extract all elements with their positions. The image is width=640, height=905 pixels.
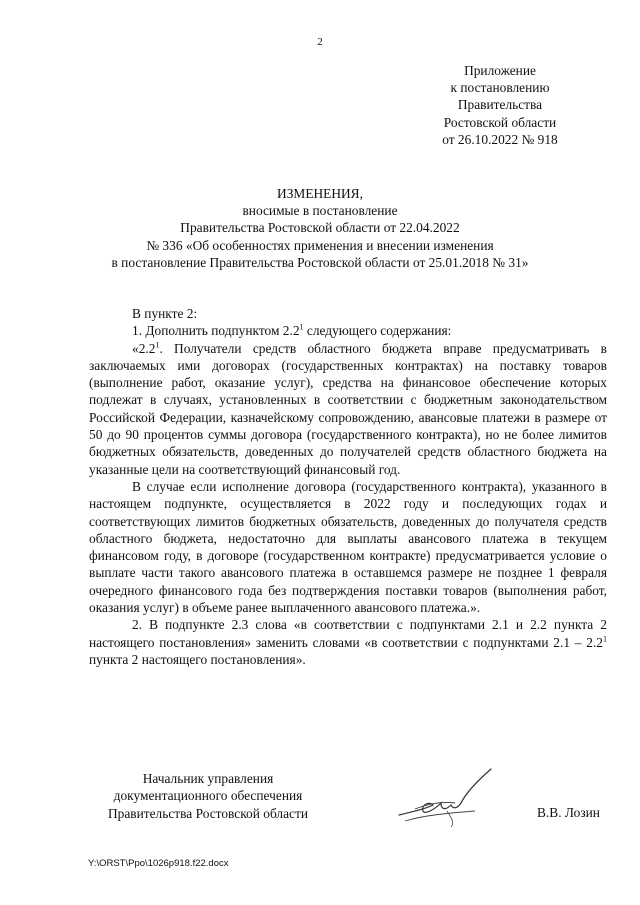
- appendix-line: от 26.10.2022 № 918: [442, 131, 558, 147]
- title-line: в постановление Правительства Ростовской области от 25.01.2018 № 31»: [111, 254, 529, 270]
- signer-name: В.В. Лозин: [537, 805, 600, 820]
- signer-position: [88, 770, 328, 822]
- paragraph-intro: В пункте 2:: [132, 306, 198, 321]
- appendix-header: [400, 62, 600, 148]
- title-heading: ИЗМЕНЕНИЯ,: [277, 186, 363, 201]
- file-path: Y:\ORST\Ppo\1026p918.f22.docx: [88, 858, 229, 869]
- appendix-line: Ростовской области: [443, 114, 557, 130]
- paragraph-item-2: 2. В подпункте 2.3 слова «в соответствии с подпунктами 2.1 и 2.2 пункта 2 настоящего постановления» заменить словами «в соответствии с подпунктами $2.1 - 2.2^1$ пункта 2 настоящего постановления».: [89, 617, 607, 667]
- position-line: Правительства Ростовской области: [107, 805, 309, 821]
- paragraph-subclause-2-2-1: «$2.2^1$. Получатели средств областного бюджета вправе предусматривать в заключаемых ими договорах (государственных контрактах) на поставку товаров (выполнение работ, оказание услуг), средства на финансовое обеспечение которых подлежат в случаях, установленных в соответствии с бюджетным законодательством Российской Федерации, казначейскому сопровождению, авансовые платежи в размере от 50 до 90 процентов суммы договора (государственного контракта), но не более лимитов бюджетных обязательств, доведенных до получателей средств областного бюджета на указанные цели на соответствующий финансовый год.: [89, 340, 607, 477]
- page-number: 2: [317, 36, 323, 48]
- paragraph-item-1: 1. Дополнить подпунктом $2.2^1$ следующего содержания:: [132, 322, 452, 339]
- title-line: № 336 «Об особенностях применения и внесении изменения: [146, 237, 494, 253]
- document-title: [60, 185, 580, 271]
- handwritten-signature: [395, 765, 505, 830]
- title-line: вносимые в постановление: [242, 203, 398, 219]
- appendix-line: к постановлению: [450, 80, 550, 96]
- position-line: Начальник управления: [142, 771, 274, 786]
- appendix-line: Приложение: [464, 63, 536, 78]
- document-body: [89, 305, 607, 668]
- position-line: документационного обеспечения: [113, 788, 303, 804]
- paragraph-advance-condition: В случае если исполнение договора (государственного контракта), указанного в настоящем подпункте, осуществляется в 2022 году и последующих годах и соответствующих лимитов бюджетных обязательств, доведенных до получателя средств областного бюджета, недостаточно для выплаты авансового платежа в текущем финансовом году, в договоре (государственном контракте) предусматривается условие о выплате части такого авансового платежа в оставшемся размере не позднее 1 февраля очередного финансового года без подтверждения поставки товаров (выполнения работ, оказания услуг) в объеме ранее выплаченного авансового платежа.».: [89, 478, 607, 616]
- title-line: Правительства Ростовской области от 22.04.2022: [180, 220, 460, 236]
- appendix-line: Правительства: [457, 97, 543, 113]
